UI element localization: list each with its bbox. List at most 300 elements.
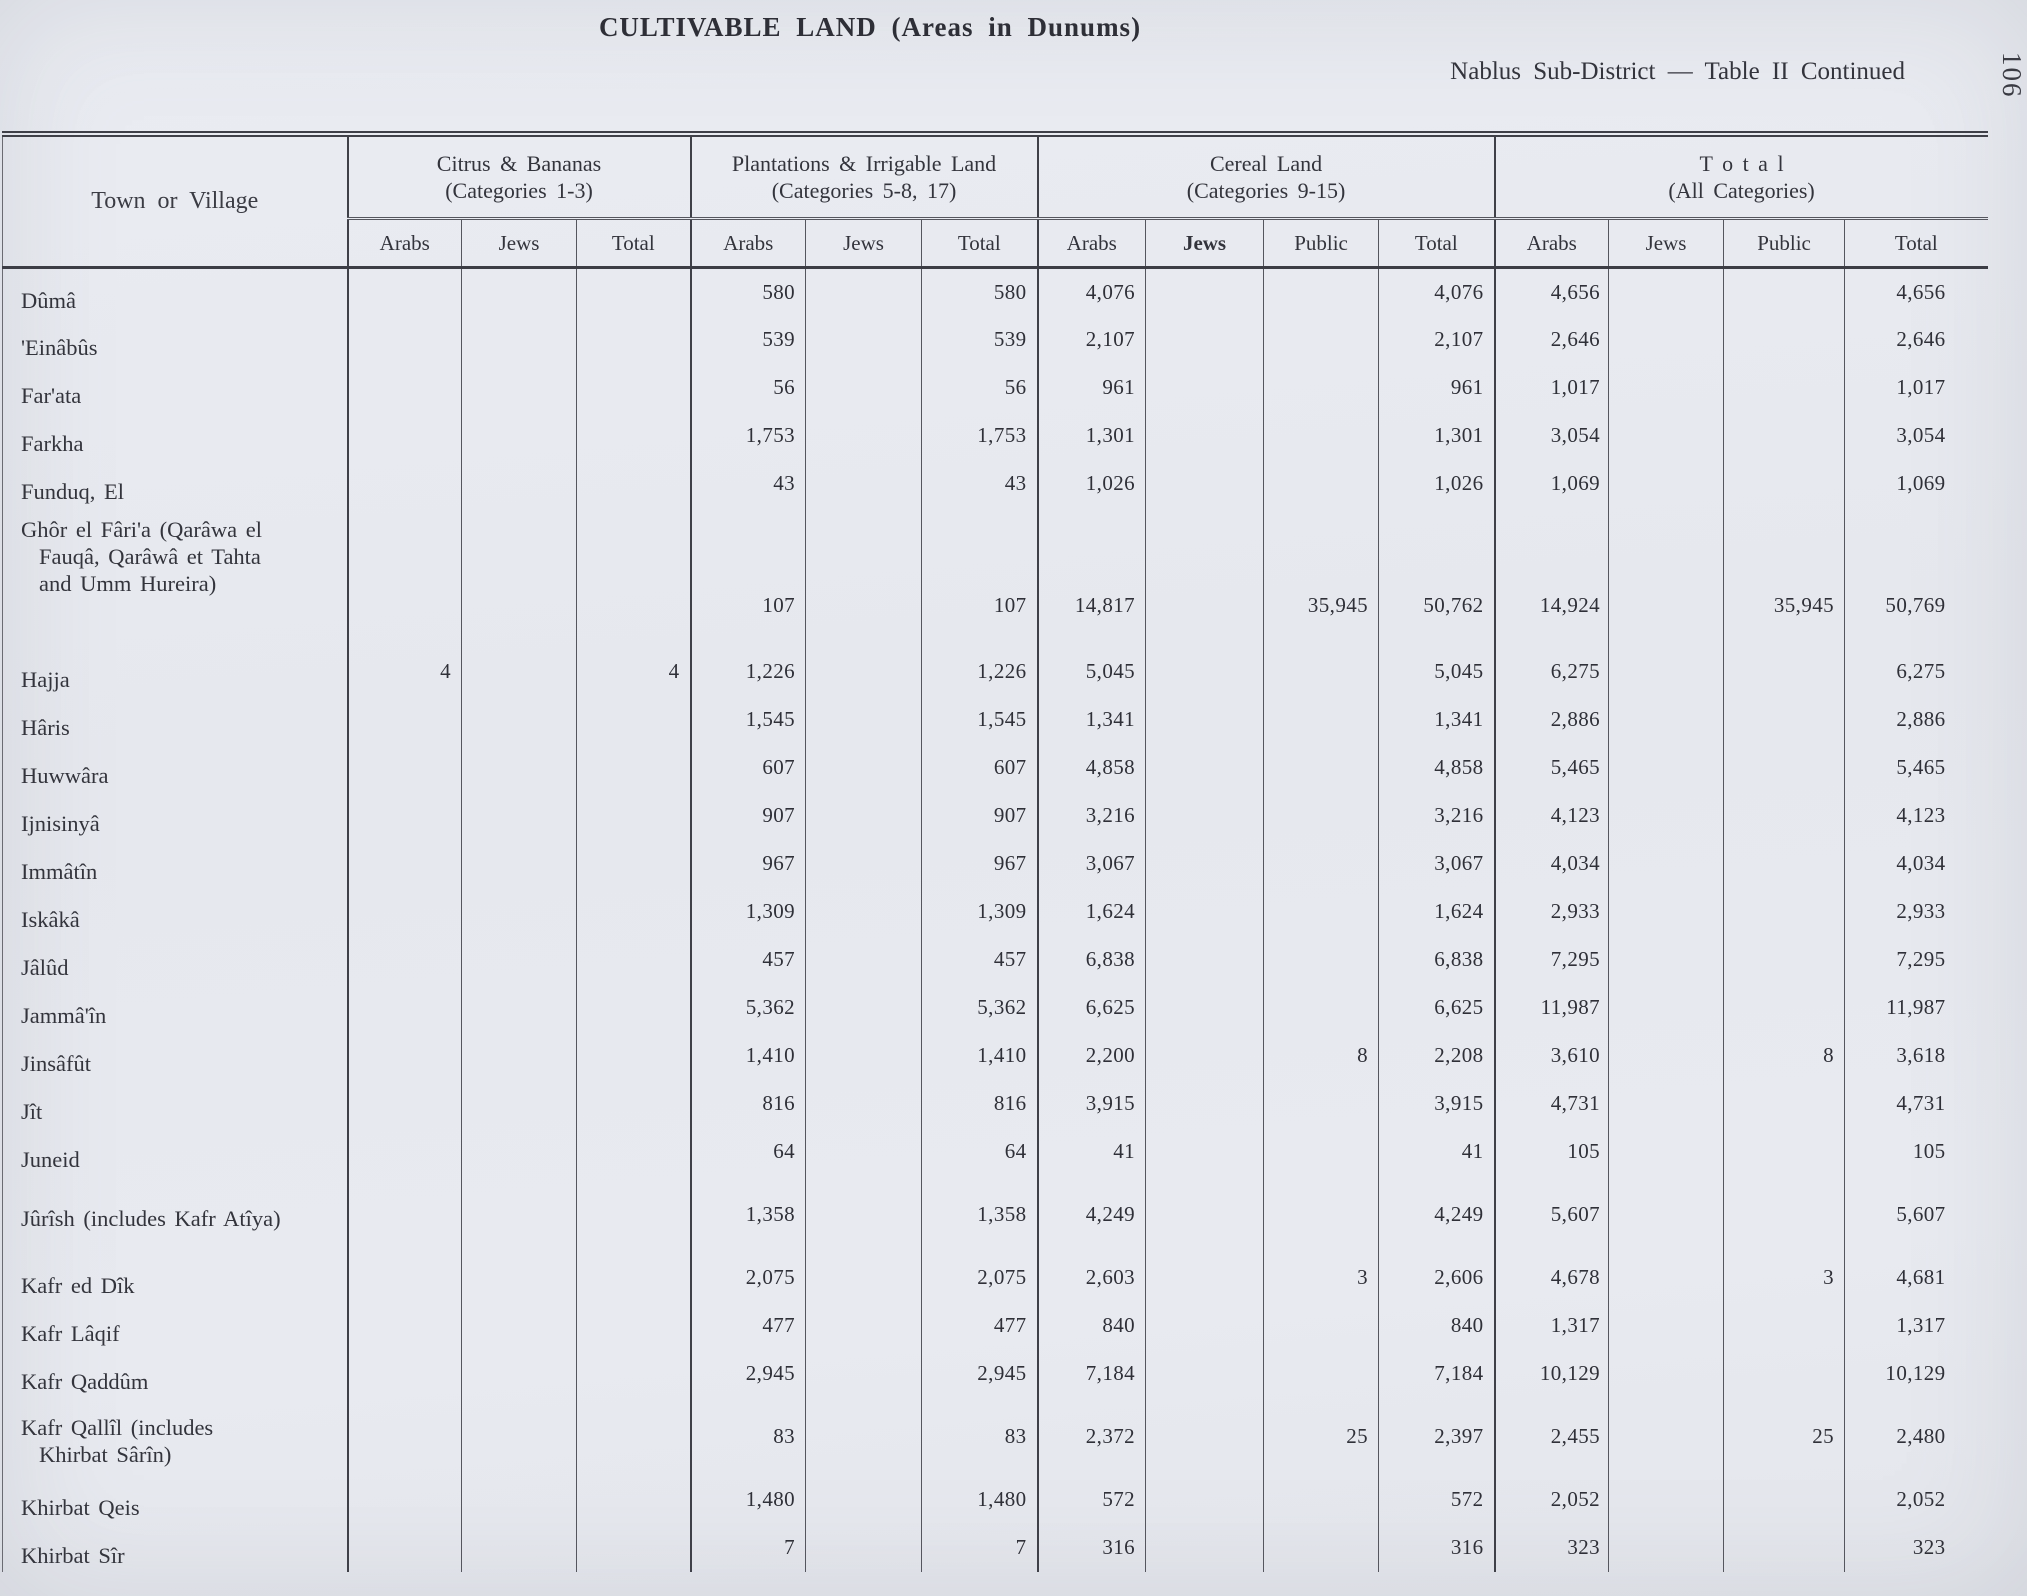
empty-cell	[462, 792, 577, 840]
col-header-total-arabs: Arabs	[1495, 219, 1609, 268]
table-row	[3, 648, 1988, 696]
empty-cell	[462, 268, 577, 316]
table-row	[3, 1128, 1988, 1176]
empty-cell	[348, 936, 462, 984]
empty-cell	[1609, 1080, 1724, 1128]
town-name: Juneid	[21, 1147, 80, 1172]
town-name: Jâlûd	[21, 955, 69, 980]
value-cell: 4,858	[1379, 744, 1495, 792]
value-cell: 6,625	[1038, 984, 1146, 1032]
value-cell: 4,656	[1845, 268, 1988, 316]
section-categories: (Categories 9-15)	[1186, 178, 1346, 203]
empty-cell	[1146, 792, 1264, 840]
empty-cell	[1264, 840, 1379, 888]
section-categories: (Categories 1-3)	[445, 178, 593, 203]
empty-cell	[1609, 792, 1724, 840]
value-cell: 961	[1379, 364, 1495, 412]
value-cell: 14,817	[1038, 508, 1146, 648]
col-header-cereal-arabs: Arabs	[1038, 219, 1146, 268]
value-cell: 2,052	[1495, 1476, 1609, 1524]
value-cell: 1,358	[691, 1176, 806, 1254]
empty-cell	[462, 1254, 577, 1302]
empty-cell	[806, 648, 922, 696]
value-cell: 1,545	[922, 696, 1038, 744]
value-cell: 539	[691, 316, 806, 364]
empty-cell	[1724, 1128, 1845, 1176]
value-cell: 2,646	[1845, 316, 1988, 364]
town-name: Hâris	[21, 715, 70, 740]
table-row	[3, 1350, 1988, 1398]
page-number: 106	[1997, 52, 2027, 99]
value-cell: 35,945	[1724, 508, 1845, 648]
value-cell: 457	[922, 936, 1038, 984]
empty-cell	[577, 364, 691, 412]
town-name: Immâtîn	[21, 859, 98, 884]
value-cell: 5,362	[922, 984, 1038, 1032]
value-cell: 2,455	[1495, 1398, 1609, 1476]
value-cell: 607	[922, 744, 1038, 792]
empty-cell	[577, 1032, 691, 1080]
value-cell: 2,107	[1038, 316, 1146, 364]
value-cell: 7,184	[1038, 1350, 1146, 1398]
value-cell: 5,362	[691, 984, 806, 1032]
empty-cell	[462, 888, 577, 936]
empty-cell	[806, 1350, 922, 1398]
empty-cell	[577, 1128, 691, 1176]
empty-cell	[806, 984, 922, 1032]
empty-cell	[1264, 936, 1379, 984]
value-cell: 3,054	[1495, 412, 1609, 460]
value-cell: 907	[691, 792, 806, 840]
empty-cell	[348, 1476, 462, 1524]
value-cell: 2,933	[1845, 888, 1988, 936]
col-header-plantations-jews: Jews	[806, 219, 922, 268]
value-cell: 1,317	[1845, 1302, 1988, 1350]
value-cell: 580	[691, 268, 806, 316]
empty-cell	[1146, 840, 1264, 888]
value-cell: 1,341	[1038, 696, 1146, 744]
empty-cell	[806, 840, 922, 888]
value-cell: 3,216	[1379, 792, 1495, 840]
empty-cell	[1724, 888, 1845, 936]
empty-cell	[462, 1128, 577, 1176]
value-cell: 961	[1038, 364, 1146, 412]
empty-cell	[1724, 1476, 1845, 1524]
empty-cell	[1264, 696, 1379, 744]
empty-cell	[1146, 888, 1264, 936]
col-header-plantations-arabs: Arabs	[691, 219, 806, 268]
value-cell: 1,226	[922, 648, 1038, 696]
value-cell: 7,184	[1379, 1350, 1495, 1398]
col-header-total-total: Total	[1845, 219, 1988, 268]
empty-cell	[462, 460, 577, 508]
empty-cell	[348, 1254, 462, 1302]
value-cell: 50,762	[1379, 508, 1495, 648]
section-categories: (Categories 5-8, 17)	[771, 178, 957, 203]
value-cell: 1,545	[691, 696, 806, 744]
empty-cell	[1264, 364, 1379, 412]
value-cell: 2,200	[1038, 1032, 1146, 1080]
town-name: Kafr Qaddûm	[21, 1369, 149, 1394]
empty-cell	[1724, 364, 1845, 412]
value-cell: 1,301	[1038, 412, 1146, 460]
value-cell: 607	[691, 744, 806, 792]
value-cell: 4,681	[1845, 1254, 1988, 1302]
empty-cell	[806, 744, 922, 792]
value-cell: 10,129	[1495, 1350, 1609, 1398]
empty-cell	[577, 1350, 691, 1398]
empty-cell	[1146, 1302, 1264, 1350]
value-cell: 1,410	[691, 1032, 806, 1080]
empty-cell	[806, 460, 922, 508]
empty-cell	[1609, 648, 1724, 696]
value-cell: 1,480	[691, 1476, 806, 1524]
empty-cell	[348, 460, 462, 508]
value-cell: 580	[922, 268, 1038, 316]
table-row	[3, 1032, 1988, 1080]
empty-cell	[1609, 1524, 1724, 1572]
empty-cell	[1146, 936, 1264, 984]
empty-cell	[462, 1302, 577, 1350]
empty-cell	[348, 1350, 462, 1398]
value-cell: 2,886	[1495, 696, 1609, 744]
value-cell: 477	[922, 1302, 1038, 1350]
value-cell: 3,054	[1845, 412, 1988, 460]
empty-cell	[577, 840, 691, 888]
empty-cell	[1724, 792, 1845, 840]
value-cell: 1,026	[1379, 460, 1495, 508]
value-cell: 105	[1845, 1128, 1988, 1176]
empty-cell	[1264, 1176, 1379, 1254]
value-cell: 477	[691, 1302, 806, 1350]
empty-cell	[1724, 744, 1845, 792]
value-cell: 4,249	[1038, 1176, 1146, 1254]
empty-cell	[1609, 744, 1724, 792]
empty-cell	[1609, 1302, 1724, 1350]
value-cell: 1,753	[922, 412, 1038, 460]
section-header-total	[1495, 134, 1988, 219]
empty-cell	[462, 744, 577, 792]
empty-cell	[806, 364, 922, 412]
town-name: Ghôr el Fâri'a (Qarâwa el Fauqâ, Qarâwâ et Tahta and Umm Hureira)	[21, 516, 262, 596]
value-cell: 2,208	[1379, 1032, 1495, 1080]
value-cell: 5,465	[1495, 744, 1609, 792]
value-cell: 967	[922, 840, 1038, 888]
empty-cell	[1724, 412, 1845, 460]
empty-cell	[348, 1128, 462, 1176]
value-cell: 816	[691, 1080, 806, 1128]
value-cell: 323	[1845, 1524, 1988, 1572]
empty-cell	[577, 1524, 691, 1572]
empty-cell	[348, 412, 462, 460]
empty-cell	[1609, 1032, 1724, 1080]
col-header-citrus-total: Total	[577, 219, 691, 268]
empty-cell	[1724, 936, 1845, 984]
value-cell: 56	[922, 364, 1038, 412]
value-cell: 1,358	[922, 1176, 1038, 1254]
col-header-citrus-arabs: Arabs	[348, 219, 462, 268]
value-cell: 6,838	[1038, 936, 1146, 984]
value-cell: 2,075	[922, 1254, 1038, 1302]
empty-cell	[1146, 696, 1264, 744]
empty-cell	[1146, 648, 1264, 696]
empty-cell	[1609, 268, 1724, 316]
empty-cell	[806, 1128, 922, 1176]
value-cell: 2,480	[1845, 1398, 1988, 1476]
empty-cell	[806, 1476, 922, 1524]
empty-cell	[1264, 1080, 1379, 1128]
empty-cell	[1146, 1254, 1264, 1302]
town-name: Far'ata	[21, 383, 82, 408]
empty-cell	[462, 936, 577, 984]
empty-cell	[806, 1032, 922, 1080]
empty-cell	[1146, 412, 1264, 460]
empty-cell	[1264, 648, 1379, 696]
empty-cell	[577, 936, 691, 984]
empty-cell	[462, 316, 577, 364]
empty-cell	[1724, 984, 1845, 1032]
table-row	[3, 696, 1988, 744]
empty-cell	[1724, 648, 1845, 696]
value-cell: 2,372	[1038, 1398, 1146, 1476]
empty-cell	[1146, 1350, 1264, 1398]
table-row	[3, 888, 1988, 936]
town-name: Kafr Qallîl (includes Khirbat Sârîn)	[21, 1414, 214, 1467]
empty-cell	[1146, 744, 1264, 792]
table-row	[3, 1476, 1988, 1524]
empty-cell	[348, 1080, 462, 1128]
value-cell: 4,858	[1038, 744, 1146, 792]
value-cell: 1,624	[1038, 888, 1146, 936]
town-name: Huwwâra	[21, 763, 109, 788]
town-name: Farkha	[21, 431, 84, 456]
value-cell: 56	[691, 364, 806, 412]
town-name: Khirbat Sîr	[21, 1543, 125, 1568]
empty-cell	[806, 268, 922, 316]
empty-cell	[348, 268, 462, 316]
value-cell: 5,607	[1495, 1176, 1609, 1254]
empty-cell	[577, 316, 691, 364]
empty-cell	[1724, 696, 1845, 744]
value-cell: 3,067	[1379, 840, 1495, 888]
empty-cell	[1609, 412, 1724, 460]
town-name: Jammâ'în	[21, 1003, 107, 1028]
empty-cell	[806, 412, 922, 460]
value-cell: 4,656	[1495, 268, 1609, 316]
town-name: Khirbat Qeis	[21, 1495, 140, 1520]
value-cell: 1,309	[691, 888, 806, 936]
empty-cell	[806, 792, 922, 840]
value-cell: 107	[691, 508, 806, 648]
section-label: Citrus & Bananas	[436, 150, 602, 176]
empty-cell	[1264, 460, 1379, 508]
value-cell: 4,123	[1495, 792, 1609, 840]
empty-cell	[1609, 888, 1724, 936]
col-header-cereal-jews: Jews	[1146, 219, 1264, 268]
empty-cell	[577, 1254, 691, 1302]
empty-cell	[1146, 1032, 1264, 1080]
empty-cell	[1264, 1476, 1379, 1524]
empty-cell	[1264, 268, 1379, 316]
empty-cell	[348, 792, 462, 840]
value-cell: 6,625	[1379, 984, 1495, 1032]
value-cell: 2,603	[1038, 1254, 1146, 1302]
empty-cell	[462, 508, 577, 648]
empty-cell	[462, 1524, 577, 1572]
table-row	[3, 412, 1988, 460]
value-cell: 41	[1379, 1128, 1495, 1176]
town-name: Funduq, El	[21, 479, 125, 504]
value-cell: 25	[1264, 1398, 1379, 1476]
value-cell: 3,216	[1038, 792, 1146, 840]
value-cell: 3,067	[1038, 840, 1146, 888]
value-cell: 1,301	[1379, 412, 1495, 460]
empty-cell	[806, 1524, 922, 1572]
value-cell: 5,465	[1845, 744, 1988, 792]
table-row	[3, 984, 1988, 1032]
empty-cell	[348, 840, 462, 888]
value-cell: 457	[691, 936, 806, 984]
value-cell: 43	[922, 460, 1038, 508]
empty-cell	[1609, 984, 1724, 1032]
empty-cell	[577, 460, 691, 508]
value-cell: 4,034	[1495, 840, 1609, 888]
empty-cell	[462, 412, 577, 460]
value-cell: 967	[691, 840, 806, 888]
value-cell: 2,606	[1379, 1254, 1495, 1302]
empty-cell	[1264, 1350, 1379, 1398]
table-row	[3, 1524, 1988, 1572]
table-row	[3, 316, 1988, 364]
value-cell: 1,410	[922, 1032, 1038, 1080]
value-cell: 7	[691, 1524, 806, 1572]
value-cell: 3,610	[1495, 1032, 1609, 1080]
table-row	[3, 1080, 1988, 1128]
empty-cell	[577, 984, 691, 1032]
value-cell: 107	[922, 508, 1038, 648]
empty-cell	[1609, 1476, 1724, 1524]
table-row	[3, 744, 1988, 792]
value-cell: 2,933	[1495, 888, 1609, 936]
town-name: 'Einâbûs	[21, 335, 98, 360]
empty-cell	[1146, 460, 1264, 508]
value-cell: 1,309	[922, 888, 1038, 936]
empty-cell	[462, 696, 577, 744]
value-cell: 2,646	[1495, 316, 1609, 364]
empty-cell	[1264, 744, 1379, 792]
value-cell: 4,731	[1845, 1080, 1988, 1128]
town-name: Kafr ed Dîk	[21, 1273, 135, 1298]
col-header-cereal-total: Total	[1379, 219, 1495, 268]
value-cell: 572	[1038, 1476, 1146, 1524]
empty-cell	[348, 1524, 462, 1572]
table-row	[3, 840, 1988, 888]
value-cell: 2,945	[691, 1350, 806, 1398]
value-cell: 2,107	[1379, 316, 1495, 364]
empty-cell	[806, 1254, 922, 1302]
empty-cell	[462, 1032, 577, 1080]
section-header-citrus	[348, 134, 691, 219]
value-cell: 907	[922, 792, 1038, 840]
empty-cell	[1609, 364, 1724, 412]
empty-cell	[1264, 1128, 1379, 1176]
value-cell: 2,397	[1379, 1398, 1495, 1476]
cultivable-land-table	[2, 131, 1988, 1572]
table-row	[3, 1176, 1988, 1254]
empty-cell	[577, 412, 691, 460]
section-header-plantations	[691, 134, 1038, 219]
empty-cell	[1724, 840, 1845, 888]
empty-cell	[1264, 1524, 1379, 1572]
value-cell: 4,731	[1495, 1080, 1609, 1128]
empty-cell	[348, 888, 462, 936]
value-cell: 840	[1038, 1302, 1146, 1350]
empty-cell	[348, 1302, 462, 1350]
value-cell: 572	[1379, 1476, 1495, 1524]
table-row	[3, 936, 1988, 984]
value-cell: 1,341	[1379, 696, 1495, 744]
value-cell: 1,069	[1495, 460, 1609, 508]
empty-cell	[806, 316, 922, 364]
empty-cell	[1724, 268, 1845, 316]
value-cell: 7,295	[1495, 936, 1609, 984]
empty-cell	[348, 744, 462, 792]
empty-cell	[1609, 1176, 1724, 1254]
value-cell: 2,886	[1845, 696, 1988, 744]
empty-cell	[1724, 1176, 1845, 1254]
value-cell: 14,924	[1495, 508, 1609, 648]
empty-cell	[806, 936, 922, 984]
value-cell: 2,075	[691, 1254, 806, 1302]
value-cell: 5,607	[1845, 1176, 1988, 1254]
empty-cell	[462, 1476, 577, 1524]
town-name: Iskâkâ	[21, 907, 80, 932]
section-categories: (All Categories)	[1668, 178, 1815, 203]
value-cell: 8	[1264, 1032, 1379, 1080]
town-name: Kafr Lâqif	[21, 1321, 120, 1346]
empty-cell	[1724, 1524, 1845, 1572]
value-cell: 316	[1379, 1524, 1495, 1572]
empty-cell	[1146, 1080, 1264, 1128]
value-cell: 4	[577, 648, 691, 696]
empty-cell	[577, 792, 691, 840]
value-cell: 64	[922, 1128, 1038, 1176]
town-name: Jinsâfût	[21, 1051, 91, 1076]
value-cell: 1,226	[691, 648, 806, 696]
empty-cell	[1146, 316, 1264, 364]
value-cell: 1,480	[922, 1476, 1038, 1524]
value-cell: 1,017	[1845, 364, 1988, 412]
empty-cell	[1264, 984, 1379, 1032]
value-cell: 1,624	[1379, 888, 1495, 936]
empty-cell	[348, 1398, 462, 1476]
value-cell: 316	[1038, 1524, 1146, 1572]
value-cell: 4	[348, 648, 462, 696]
table-row	[3, 1398, 1988, 1476]
value-cell: 8	[1724, 1032, 1845, 1080]
empty-cell	[1609, 460, 1724, 508]
empty-cell	[806, 888, 922, 936]
table-caption: Nablus Sub-District — Table II Continued	[1450, 58, 1905, 85]
value-cell: 3,915	[1038, 1080, 1146, 1128]
empty-cell	[1609, 508, 1724, 648]
col-header-plantations-total: Total	[922, 219, 1038, 268]
empty-cell	[577, 1476, 691, 1524]
empty-cell	[1146, 1476, 1264, 1524]
empty-cell	[806, 508, 922, 648]
empty-cell	[577, 696, 691, 744]
table-row	[3, 1254, 1988, 1302]
